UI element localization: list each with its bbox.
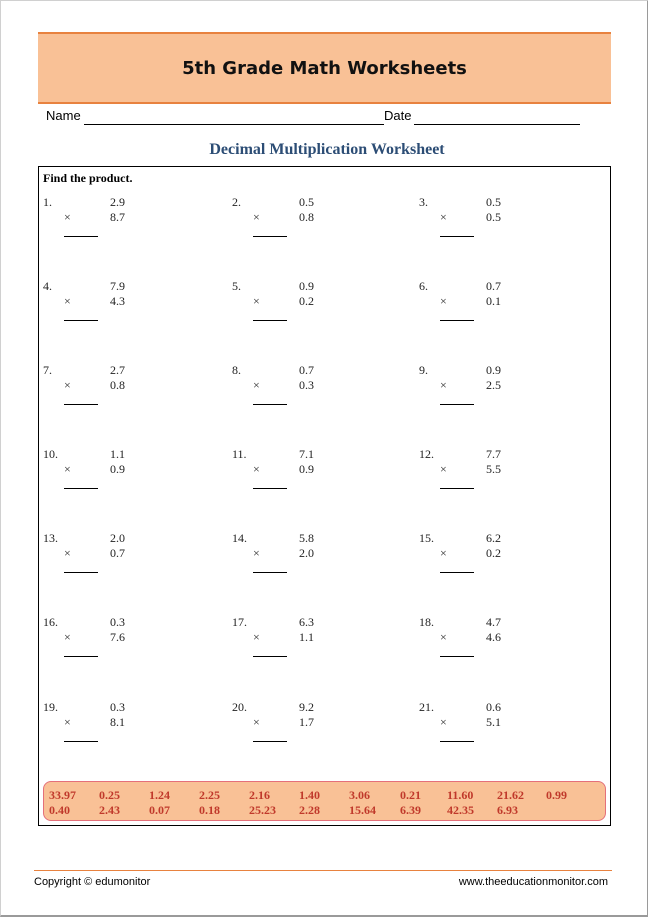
problem-multiplicand: 7.9 — [110, 279, 125, 293]
worksheet-title: Decimal Multiplication Worksheet — [209, 141, 445, 158]
multiply-sign: × — [253, 462, 260, 476]
problem-multiplicand: 4.7 — [486, 615, 501, 629]
problem-multiplier: 1.7 — [299, 715, 314, 729]
answer-line[interactable] — [64, 320, 98, 321]
problem-multiplier: 0.8 — [110, 378, 125, 392]
footer-divider — [34, 870, 612, 871]
problem-multiplicand: 6.2 — [486, 531, 501, 545]
problem-multiplicand: 0.6 — [486, 700, 501, 714]
multiply-sign: × — [253, 210, 260, 224]
problem-item — [232, 363, 372, 423]
multiply-sign: × — [253, 630, 260, 644]
problem-multiplicand: 0.7 — [486, 279, 501, 293]
answer-value: 15.64 — [349, 803, 376, 817]
problem-multiplicand: 0.9 — [486, 363, 501, 377]
multiply-sign: × — [64, 462, 71, 476]
problem-number: 11. — [232, 447, 247, 461]
answer-value: 0.21 — [400, 788, 421, 802]
multiply-sign: × — [440, 715, 447, 729]
problem-multiplicand: 0.3 — [110, 615, 125, 629]
problem-multiplicand: 5.8 — [299, 531, 314, 545]
problem-item — [419, 700, 559, 760]
answer-value: 1.24 — [149, 788, 170, 802]
problem-multiplicand: 6.3 — [299, 615, 314, 629]
problem-item — [43, 700, 183, 760]
answer-line[interactable] — [64, 404, 98, 405]
problem-number: 18. — [419, 615, 434, 629]
answer-value: 0.99 — [546, 788, 567, 802]
answer-line[interactable] — [253, 488, 287, 489]
problem-number: 4. — [43, 279, 52, 293]
answer-value: 0.25 — [99, 788, 120, 802]
answer-line[interactable] — [64, 488, 98, 489]
header-banner — [38, 32, 611, 104]
page-title: 5th Grade Math Worksheets — [182, 57, 467, 79]
multiply-sign: × — [253, 294, 260, 308]
date-label: Date — [384, 108, 412, 123]
problem-number: 10. — [43, 447, 58, 461]
multiply-sign: × — [440, 462, 447, 476]
answer-value: 11.60 — [447, 788, 474, 802]
problem-multiplicand: 9.2 — [299, 700, 314, 714]
multiply-sign: × — [253, 715, 260, 729]
problem-multiplicand: 2.0 — [110, 531, 125, 545]
problem-item — [232, 195, 372, 255]
problem-number: 13. — [43, 531, 58, 545]
answer-value: 0.07 — [149, 803, 170, 817]
answer-value: 0.18 — [199, 803, 220, 817]
answer-value: 42.35 — [447, 803, 474, 817]
problem-number: 3. — [419, 195, 428, 209]
problem-multiplier: 2.5 — [486, 378, 501, 392]
answer-line[interactable] — [440, 320, 474, 321]
multiply-sign: × — [440, 630, 447, 644]
multiply-sign: × — [440, 294, 447, 308]
footer-website: www.theeducationmonitor.com — [458, 876, 608, 888]
date-field[interactable] — [414, 124, 580, 125]
problem-multiplier: 4.6 — [486, 630, 501, 644]
multiply-sign: × — [64, 546, 71, 560]
problem-number: 12. — [419, 447, 434, 461]
problem-item — [43, 531, 183, 591]
name-label: Name — [46, 108, 81, 123]
answer-line[interactable] — [253, 404, 287, 405]
problem-item — [43, 447, 183, 507]
problem-number: 19. — [43, 700, 58, 714]
problem-multiplier: 0.7 — [110, 546, 125, 560]
problem-item — [419, 195, 559, 255]
answer-value: 21.62 — [497, 788, 524, 802]
problem-multiplicand: 7.7 — [486, 447, 501, 461]
multiply-sign: × — [64, 294, 71, 308]
answer-line[interactable] — [440, 236, 474, 237]
problem-number: 14. — [232, 531, 247, 545]
multiply-sign: × — [64, 715, 71, 729]
problem-number: 9. — [419, 363, 428, 377]
problem-item — [232, 531, 372, 591]
name-date-row — [46, 108, 582, 126]
answer-line[interactable] — [64, 741, 98, 742]
problem-multiplicand: 0.7 — [299, 363, 314, 377]
answer-line[interactable] — [253, 741, 287, 742]
problem-number: 1. — [43, 195, 52, 209]
multiply-sign: × — [253, 378, 260, 392]
footer-copyright: Copyright © edumonitor — [34, 876, 151, 888]
problem-multiplicand: 0.3 — [110, 700, 125, 714]
instruction: Find the product. — [43, 171, 133, 185]
problem-item — [43, 279, 183, 339]
problem-number: 21. — [419, 700, 434, 714]
answer-line[interactable] — [440, 572, 474, 573]
problem-item — [43, 363, 183, 423]
problem-number: 16. — [43, 615, 58, 629]
multiply-sign: × — [64, 378, 71, 392]
multiply-sign: × — [253, 546, 260, 560]
problem-number: 5. — [232, 279, 241, 293]
problem-multiplicand: 7.1 — [299, 447, 314, 461]
multiply-sign: × — [64, 630, 71, 644]
problem-item — [232, 279, 372, 339]
problem-item — [419, 279, 559, 339]
answer-value: 25.23 — [249, 803, 276, 817]
problem-multiplicand: 2.7 — [110, 363, 125, 377]
answer-line[interactable] — [440, 656, 474, 657]
problem-multiplier: 8.1 — [110, 715, 125, 729]
problem-multiplier: 8.7 — [110, 210, 125, 224]
problem-number: 15. — [419, 531, 434, 545]
answer-line[interactable] — [440, 404, 474, 405]
answer-line[interactable] — [64, 236, 98, 237]
answer-value: 6.93 — [497, 803, 518, 817]
answer-line[interactable] — [64, 572, 98, 573]
problem-multiplier: 4.3 — [110, 294, 125, 308]
problem-item — [43, 195, 183, 255]
problem-item — [419, 531, 559, 591]
multiply-sign: × — [64, 210, 71, 224]
problem-multiplier: 5.5 — [486, 462, 501, 476]
answer-line[interactable] — [253, 656, 287, 657]
problem-item — [419, 447, 559, 507]
problem-multiplier: 7.6 — [110, 630, 125, 644]
problem-multiplicand: 0.9 — [299, 279, 314, 293]
multiply-sign: × — [440, 546, 447, 560]
problem-number: 2. — [232, 195, 241, 209]
problem-multiplicand: 0.5 — [486, 195, 501, 209]
problem-multiplier: 0.2 — [299, 294, 314, 308]
answer-value: 2.43 — [99, 803, 120, 817]
problem-number: 6. — [419, 279, 428, 293]
problem-number: 20. — [232, 700, 247, 714]
answer-key-panel — [43, 781, 606, 821]
problem-item — [232, 447, 372, 507]
problem-multiplier: 2.0 — [299, 546, 314, 560]
problem-item — [419, 363, 559, 423]
problem-multiplier: 0.3 — [299, 378, 314, 392]
answer-value: 2.28 — [299, 803, 320, 817]
multiply-sign: × — [440, 210, 447, 224]
problem-multiplicand: 2.9 — [110, 195, 125, 209]
answer-value: 2.16 — [249, 788, 270, 802]
problem-multiplier: 1.1 — [299, 630, 314, 644]
problem-item — [232, 615, 372, 675]
answer-value: 2.25 — [199, 788, 220, 802]
problem-multiplier: 0.2 — [486, 546, 501, 560]
problem-multiplier: 0.9 — [110, 462, 125, 476]
problem-multiplier: 5.1 — [486, 715, 501, 729]
problem-number: 8. — [232, 363, 241, 377]
problem-number: 7. — [43, 363, 52, 377]
answer-line[interactable] — [64, 656, 98, 657]
problem-multiplicand: 0.5 — [299, 195, 314, 209]
answer-line[interactable] — [253, 572, 287, 573]
problem-item — [43, 615, 183, 675]
answer-line[interactable] — [440, 488, 474, 489]
problem-multiplier: 0.5 — [486, 210, 501, 224]
answer-line[interactable] — [253, 320, 287, 321]
problem-item — [232, 700, 372, 760]
name-field[interactable] — [84, 124, 384, 125]
problem-number: 17. — [232, 615, 247, 629]
answer-value: 1.40 — [299, 788, 320, 802]
answer-value: 33.97 — [49, 788, 76, 802]
problem-item — [419, 615, 559, 675]
problem-multiplicand: 1.1 — [110, 447, 125, 461]
answer-value: 3.06 — [349, 788, 370, 802]
multiply-sign: × — [440, 378, 447, 392]
problem-multiplier: 0.9 — [299, 462, 314, 476]
answer-value: 0.40 — [49, 803, 70, 817]
answer-value: 6.39 — [400, 803, 421, 817]
answer-line[interactable] — [440, 741, 474, 742]
problem-multiplier: 0.1 — [486, 294, 501, 308]
problem-multiplier: 0.8 — [299, 210, 314, 224]
problem-box — [38, 166, 611, 826]
answer-line[interactable] — [253, 236, 287, 237]
